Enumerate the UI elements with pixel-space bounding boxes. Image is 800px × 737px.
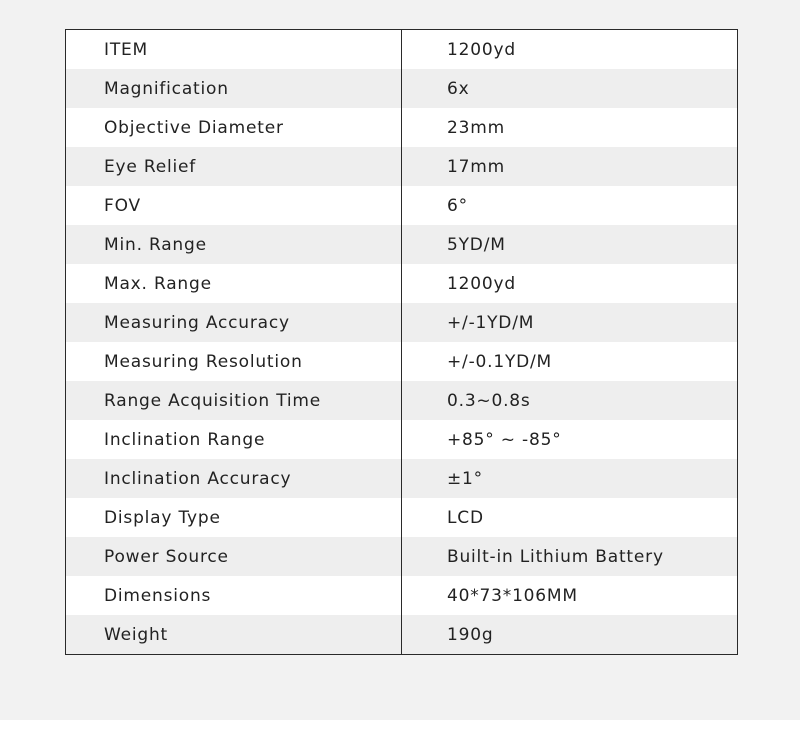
row-value: 1200yd (447, 39, 516, 60)
row-label: Measuring Resolution (104, 351, 303, 372)
page-bottom-strip (0, 720, 800, 737)
row-label: ITEM (104, 39, 149, 60)
row-label: Objective Diameter (104, 117, 284, 138)
row-label: Inclination Range (104, 429, 266, 450)
row-label: FOV (104, 195, 141, 216)
row-value: 1200yd (447, 273, 516, 294)
row-label: Weight (104, 624, 169, 645)
row-label: Display Type (104, 507, 221, 528)
row-value: ±1° (447, 468, 483, 489)
row-value: 17mm (447, 156, 505, 177)
row-label: Measuring Accuracy (104, 312, 290, 333)
row-label: Range Acquisition Time (104, 390, 322, 411)
row-label: Eye Relief (104, 156, 197, 177)
row-value: +/-1YD/M (447, 312, 535, 333)
row-value: 5YD/M (447, 234, 506, 255)
row-value: 190g (447, 624, 494, 645)
row-label: Dimensions (104, 585, 212, 606)
row-value: LCD (447, 507, 484, 528)
row-value: 6x (447, 78, 470, 99)
row-value: 23mm (447, 117, 505, 138)
column-divider (401, 30, 402, 654)
row-label: Magnification (104, 78, 229, 99)
spec-table (65, 29, 738, 655)
row-value: +85° ~ -85° (447, 429, 562, 450)
row-value: 6° (447, 195, 468, 216)
row-value: Built-in Lithium Battery (447, 546, 664, 567)
row-label: Max. Range (104, 273, 212, 294)
row-label: Min. Range (104, 234, 207, 255)
row-value: +/-0.1YD/M (447, 351, 553, 372)
row-value: 0.3~0.8s (447, 390, 531, 411)
row-label: Power Source (104, 546, 229, 567)
row-label: Inclination Accuracy (104, 468, 292, 489)
row-value: 40*73*106MM (447, 585, 578, 606)
